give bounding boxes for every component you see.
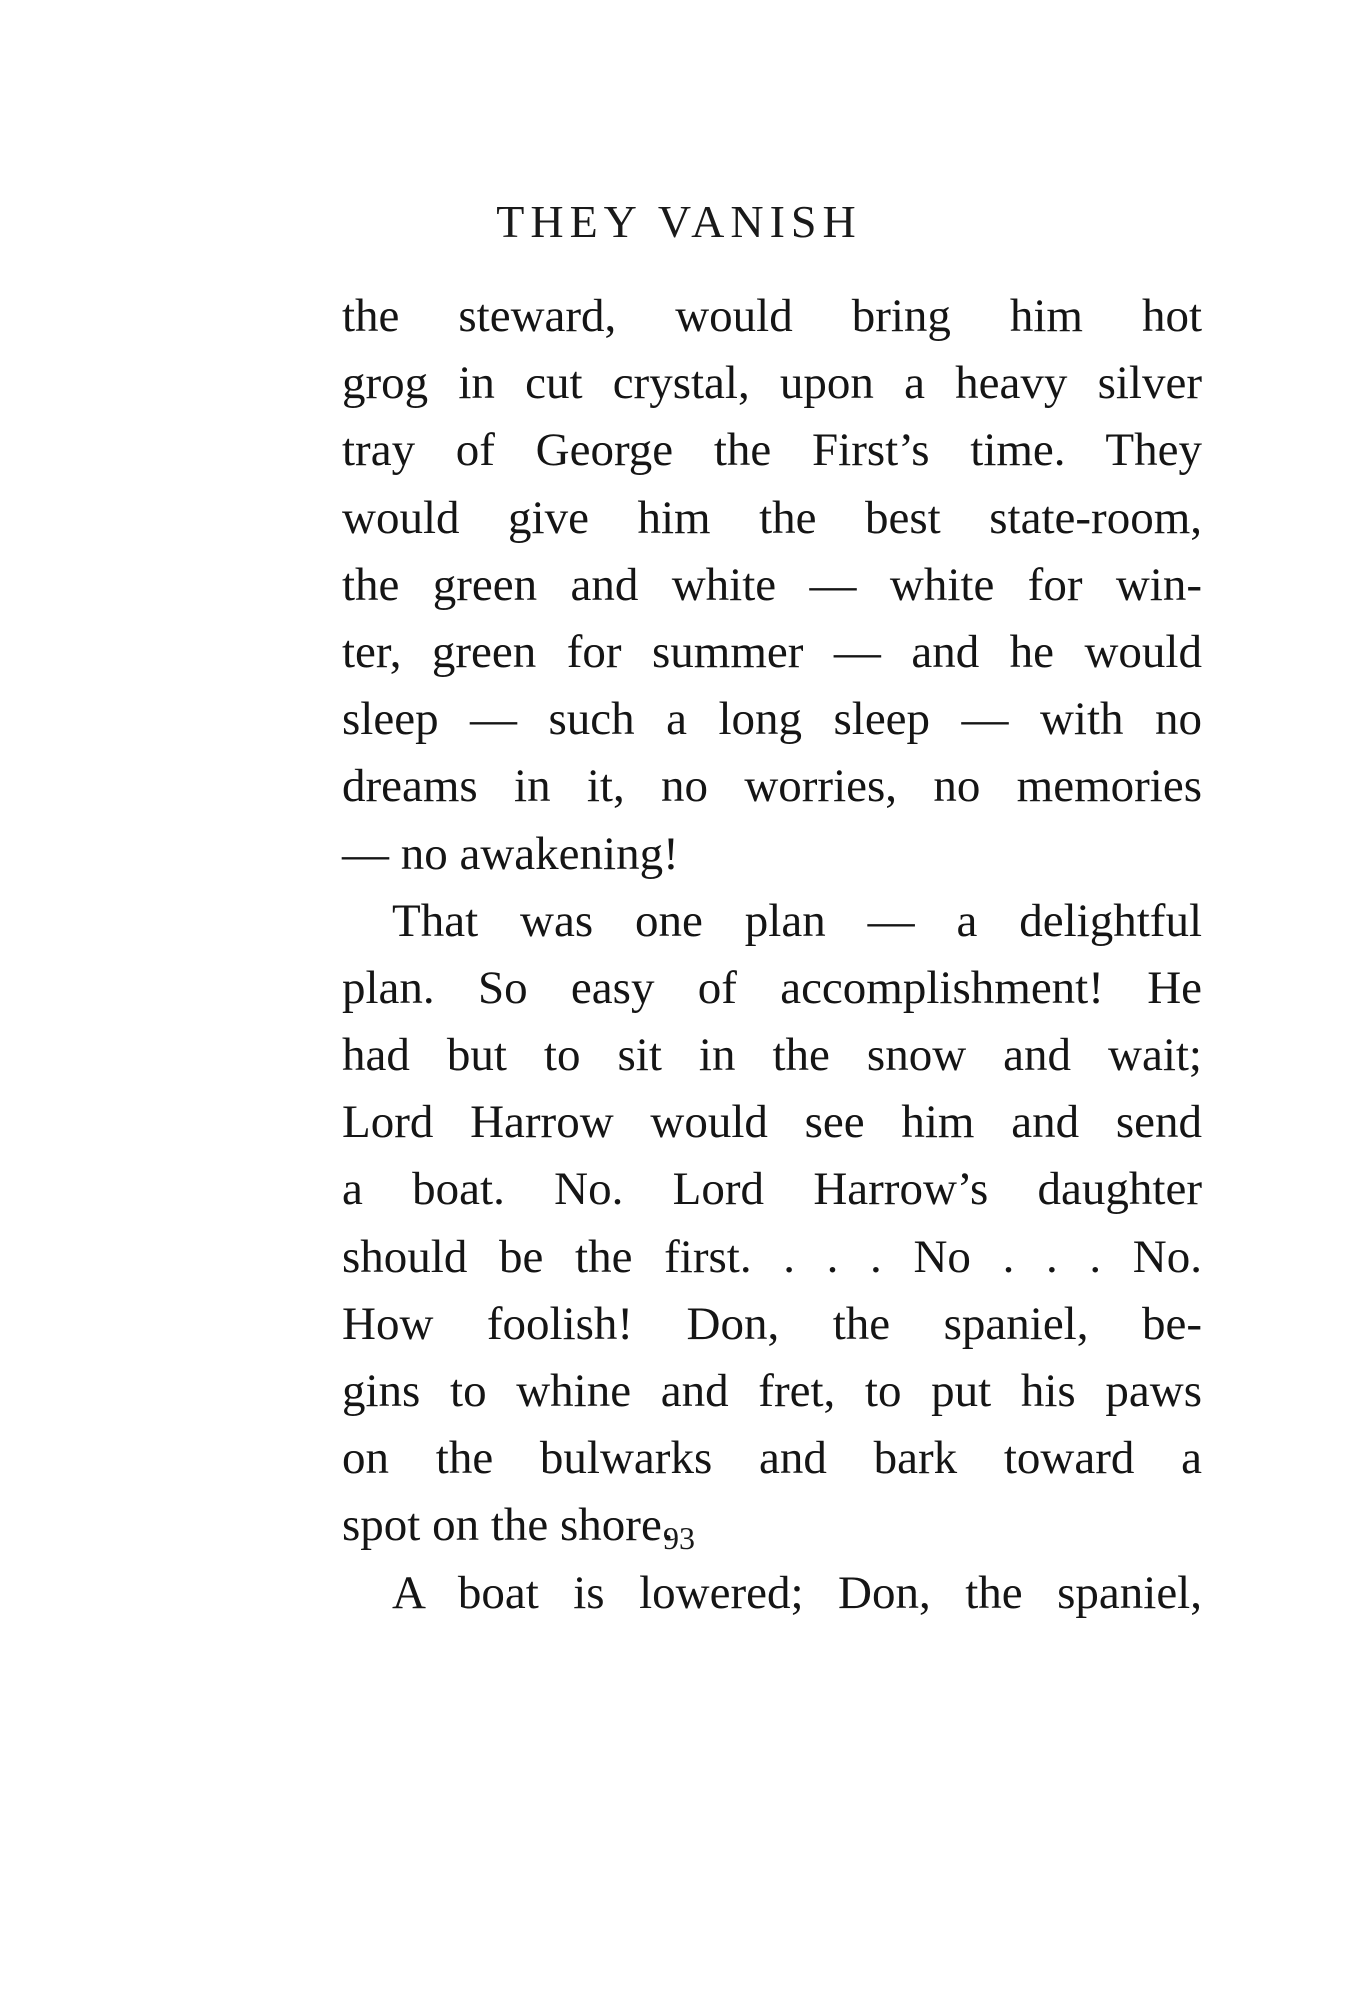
text-line-16: How foolish! Don, the spaniel, be- [342,1297,1202,1350]
body-text [342,283,1202,1627]
text-line-3: tray of George the First’s time. They [342,424,1202,477]
text-line-7: sleep — such a long sleep — with no [342,693,1202,746]
text-line-8: dreams in it, no worries, no memories [342,760,1202,813]
text-line-9: — no awakening! [342,827,679,880]
text-line-10: That was one plan — a delightful [392,894,1202,947]
text-line-15: should be the first. . . . No . . . No. [342,1230,1202,1283]
text-line-6: ter, green for summer — and he would [342,625,1202,678]
text-line-11: plan. So easy of accomplishment! He [342,961,1202,1014]
text-line-14: a boat. No. Lord Harrow’s daughter [342,1163,1202,1216]
text-line-13: Lord Harrow would see him and send [342,1096,1202,1149]
page-number [0,1518,1358,1558]
text-line-20: A boat is lowered; Don, the spaniel, [392,1566,1202,1619]
text-line-17: gins to whine and fret, to put his paws [342,1365,1202,1417]
page-number-text: 93 [663,1520,695,1556]
text-line-19: spot on the shore. [342,1499,674,1552]
running-head: THEY VANISH [496,196,862,247]
text-line-12: had but to sit in the snow and wait; [342,1029,1202,1082]
text-line-5: the green and white — white for win- [342,558,1202,611]
text-line-4: would give him the best state-room, [342,491,1202,544]
text-line-2: grog in cut crystal, upon a heavy silver [342,357,1202,410]
text-line-18: on the bulwarks and bark toward a [342,1432,1202,1485]
text-line-1: the steward, would bring him hot [342,290,1202,342]
